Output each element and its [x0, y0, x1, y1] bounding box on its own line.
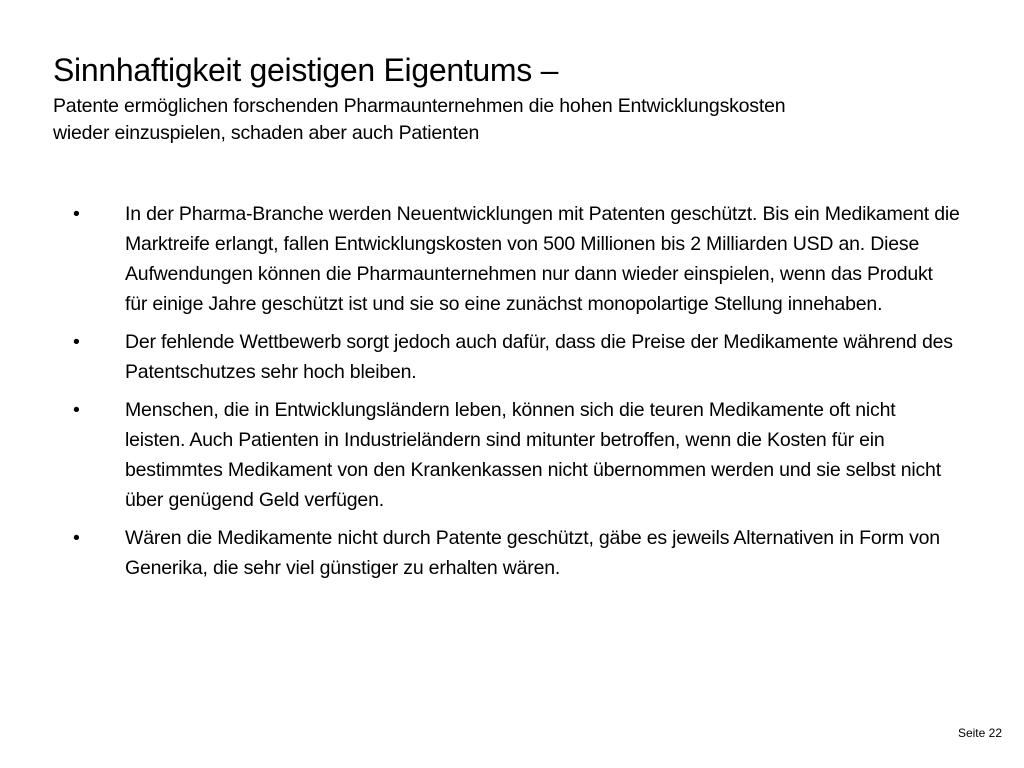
- bullet-item: [70, 523, 960, 583]
- title-block: [53, 50, 993, 147]
- bullet-icon: •: [73, 399, 80, 421]
- bullet-icon: •: [73, 203, 80, 225]
- bullet-text: Menschen, die in Entwicklungsländern leben, können sich die teuren Medikamente oft nicht leisten. Auch Patienten in Industrieländern sind mitunter betroffen, wenn die Kosten für ein bestimmtes Medikament von den Krankenkassen nicht übernommen werden und sie selbst nicht über genügend Geld verfügen.: [125, 399, 941, 511]
- bullet-item: [70, 199, 960, 319]
- bullet-text: Der fehlende Wettbewerb sorgt jedoch auch dafür, dass die Preise der Medikamente während des Patentschutzes sehr hoch bleiben.: [125, 331, 953, 383]
- subtitle-line-2: wieder einzuspielen, schaden aber auch Patienten: [53, 122, 480, 144]
- bullet-text: Wären die Medikamente nicht durch Patente geschützt, gäbe es jeweils Alternativen in Form von Generika, die sehr viel günstiger zu erhalten wären.: [125, 527, 940, 579]
- bullet-list: [70, 199, 960, 591]
- subtitle-line-1: Patente ermöglichen forschenden Pharmaunternehmen die hohen Entwicklungskosten: [53, 95, 786, 117]
- bullet-text: In der Pharma-Branche werden Neuentwicklungen mit Patenten geschützt. Bis ein Medikament die Marktreife erlangt, fallen Entwicklungskosten von 500 Millionen bis 2 Milliarden USD an. Diese Aufwendungen können die Pharmaunternehmen nur dann wieder einspielen, wenn das Produkt für einige Jahre geschützt ist und sie so eine zunächst monopolartige Stellung innehaben.: [125, 203, 960, 315]
- slide-title: Sinnhaftigkeit geistigen Eigentums –: [53, 52, 559, 88]
- slide-subtitle: [53, 93, 993, 147]
- bullet-item: [70, 395, 960, 515]
- bullet-icon: •: [73, 331, 80, 353]
- bullet-item: [70, 327, 960, 387]
- bullet-icon: •: [73, 527, 80, 549]
- page-number: Seite 22: [957, 726, 1002, 740]
